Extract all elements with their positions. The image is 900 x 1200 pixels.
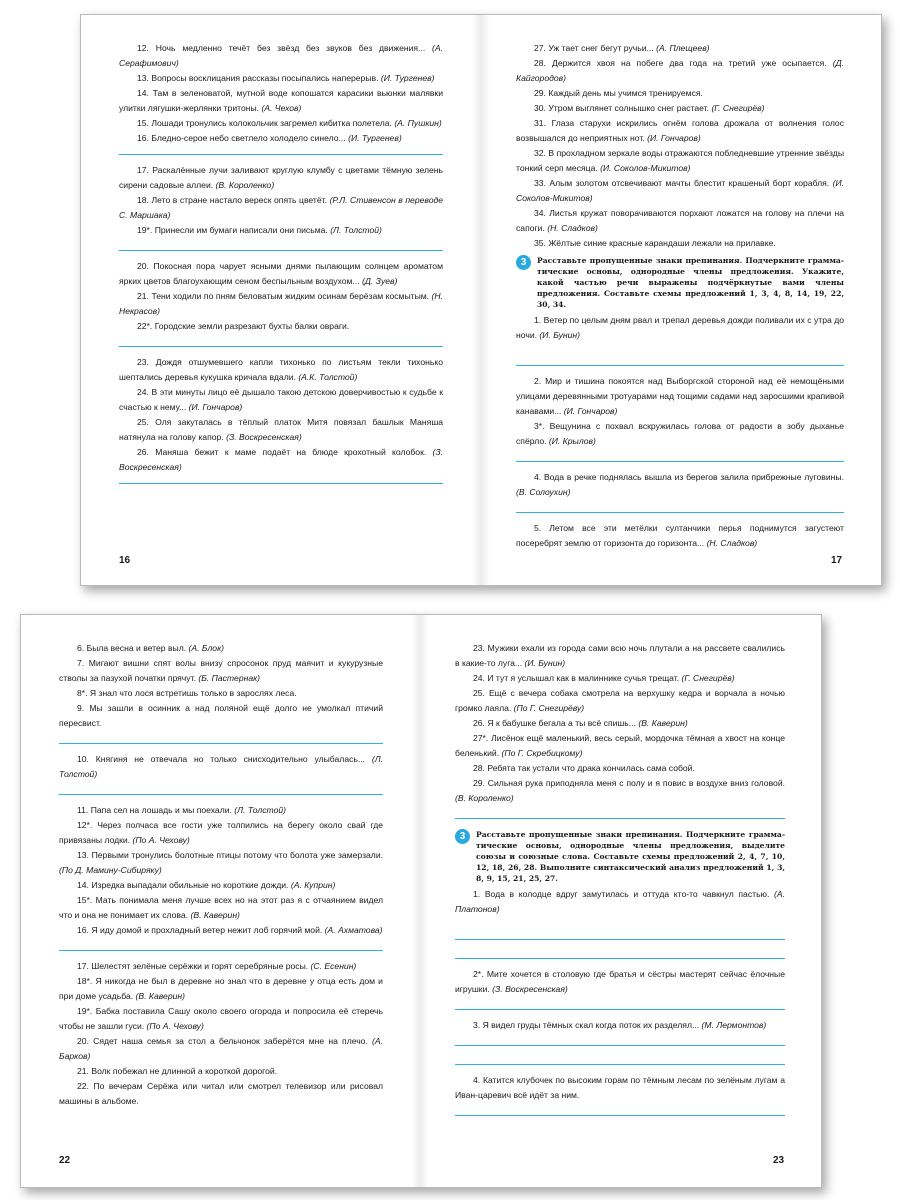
exercise-item: 14. Там в зеленоватой, мутной воде копошатся карасики вьюнки малявки улитки лягушки-жерлянки тритоны. (А. Чехов) xyxy=(119,88,443,113)
exercise-item: 26. Маняша бежит к маме подаёт на блюде крохотный колобок. (З. Воскресенская) xyxy=(119,447,444,472)
exercise-item: 13. Вопросы восклицания рассказы посыпались наперерыв. (И. Тургенев) xyxy=(137,73,435,83)
exercise-list xyxy=(455,641,785,806)
exercise-group xyxy=(119,259,443,334)
exercise-item: 8*. Я знал что лося встретишь только в зарослях леса. xyxy=(77,688,297,698)
exercise-item: 24. И тут я услышал как в малиннике сучья трещат. (Г. Снегирёв) xyxy=(473,673,735,683)
page-17 xyxy=(516,41,844,585)
exercise-item: 10. Княгиня не отвечала но только снисходительно улыбалась... (Л. Толстой) xyxy=(59,754,383,779)
answer-line xyxy=(119,483,443,484)
exercise-group xyxy=(119,41,443,146)
exercise-item: 27*. Лисёнок ещё маленький, весь серый, мордочка тёмная а хвост на конце беленький. (По Г. Скребицкому) xyxy=(455,733,785,758)
exercise-item: 21. Тени ходили по пням беловатым жидким осинам берёзам космытым. (Н. Некрасов) xyxy=(119,291,443,316)
page-22 xyxy=(59,641,383,1187)
exercise-item: 16. Бледно-серое небо светлело холодело синело... (И. Тургенев) xyxy=(137,133,402,143)
spread-gutter xyxy=(411,615,429,1187)
exercise-item: 32. В прохладном зеркале воды отражаются побледневшие утренние звёзды тонкий серп месяца. (И. Соколов-Микитов) xyxy=(516,148,844,173)
exercise-item: 6. Была весна и ветер выл. (А. Блок) xyxy=(77,643,225,653)
exercise-item: 19*. Бабка поставила Сашу около своего огорода и попросила её стеречь чтобы не зашли гуси. (По А. Чехову) xyxy=(59,1006,384,1031)
page-spread-16-17 xyxy=(80,14,882,586)
exercise-item: 7. Мигают вишни спят волы внизу спросонок пруд маячит и кукурузные стволы за пазухой початки прячут. (Б. Пастернак) xyxy=(59,658,383,683)
exercise-item: 28. Ребята так устали что драка кончилась сама собой. xyxy=(473,763,695,773)
exercise-item: 2. Мир и тишина покоятся над Выборгской стороной над её немощёными улицами деревянными тротуарами над тощими садами над заросшими крапивой канавами... (И. Гончаров) xyxy=(516,376,844,416)
exercise-item: 18*. Я никогда не был в деревне но знал что в деревне у отца есть дом и при доме усадьба. (В. Каверин) xyxy=(59,976,383,1001)
exercise-item: 1. Ветер по целым дням рвал и трепал деревья дожди поливали их с утра до ночи. (И. Бунин) xyxy=(516,315,844,340)
exercise-item: 14. Изредка выпадали обильные но короткие дожди. (А. Куприн) xyxy=(77,880,336,890)
exercise-item: 12. Ночь медленно течёт без звёзд без звуков без движения... (А. Серафимович) xyxy=(119,43,444,68)
answer-line xyxy=(455,917,785,940)
answer-line xyxy=(455,1033,785,1046)
exercise-item: 17. Раскалённые лучи заливают круглую клумбу с цветами тёмную зелень сирени садовые аллеи. (В. Короленко) xyxy=(119,165,443,190)
answer-line xyxy=(516,449,844,462)
task-header xyxy=(516,255,844,310)
task-instructions: Расставьте пропущенные знаки препинания. Подчеркните грамматические основы, однородные члены предложения, выделите союзы и союзные слова. Составьте схемы предложений 2, 4, 7, 10, 12, 18, 26, 28. Выполните синтаксический анализ предложений 1, 3, 8, 9, 15, 21, 25, 27. xyxy=(476,830,785,883)
exercise-item: 4. Вода в речке поднялась вышла из берегов залила прибрежные луговины. (В. Солоухин) xyxy=(516,472,844,497)
exercise-item: 1. Вода в колодце вдруг замутилась и оттуда кто-то чавкнул пастью. (А. Платонов) xyxy=(455,889,786,914)
task-number-badge: 3 xyxy=(455,829,470,844)
page-23 xyxy=(455,641,785,1187)
answer-line xyxy=(455,940,785,959)
exercise-item: 24. В эти минуты лицо её дышало такою детскою доверчивостью к судьбе к счастью к нему... (И. Гончаров) xyxy=(119,387,443,412)
exercise-item: 13. Первыми тронулись болотные птицы потому что болота уже замерзали. (По Д. Мамину-Сибиряку) xyxy=(59,850,384,875)
page-number: 16 xyxy=(119,555,131,566)
answer-line xyxy=(119,346,443,347)
exercise-group xyxy=(59,959,383,1109)
exercise-item: 12*. Через полчаса все гости уже толпились на берегу около свай где привязаны лодки. (По А. Чехову) xyxy=(59,820,384,845)
task-header xyxy=(455,829,785,884)
exercise-item: 19*. Принесли им бумаги написали они письма. (Л. Толстой) xyxy=(137,225,382,235)
exercise-item: 27. Уж тает снег бегут ручьи... (А. Плещеев) xyxy=(534,43,710,53)
task-number-badge: 3 xyxy=(516,255,531,270)
answer-line xyxy=(455,818,785,819)
answer-line xyxy=(516,500,844,513)
exercise-group xyxy=(59,803,383,938)
spread-gutter xyxy=(472,15,490,585)
exercise-item: 28. Держится хвоя на побеге два года на третий уже осыпается. (Д. Кайгородов) xyxy=(516,58,845,83)
exercise-item: 18. Лето в стране настало вереск опять цветёт. (Р.Л. Стивенсон в переводе С. Маршака) xyxy=(119,195,444,220)
exercise-item: 29. Каждый день мы учимся тренируемся. xyxy=(534,88,703,98)
exercise-item: 15. Лошади тронулись колокольчик загремел кибитка полетела. (А. Пушкин) xyxy=(137,118,442,128)
exercise-item: 29. Сильная рука приподняла меня с полу и я повис в воздухе вниз головой. (В. Короленко) xyxy=(455,778,786,803)
exercise-item: 4. Катится клубочек по высоким горам по тёмным лесам по зелёным лугам а Иван-царевич всё идёт за ним. xyxy=(455,1075,785,1100)
answer-line xyxy=(59,743,383,744)
exercise-item: 31. Глаза старухи искрились огнём голова дрожала от волнения голос возвышался до неприятных нот. (И. Гончаров) xyxy=(516,118,845,143)
exercise-group xyxy=(119,355,443,475)
exercise-item: 3. Я видел груды тёмных скал когда поток их разделял... (М. Лермонтов) xyxy=(473,1020,767,1030)
answer-line xyxy=(119,154,443,155)
exercise-group xyxy=(119,163,443,238)
exercise-list xyxy=(516,41,844,251)
answer-line xyxy=(59,950,383,951)
exercise-item: 23. Дождя отшумевшего капли тихонько по листьям текли тихонько шептались деревья кукушка кричала вдали. (А.К. Толстой) xyxy=(119,357,443,382)
exercise-item: 3*. Вещунина с похвал вскружилась голова от радости в зобу дыханье спёрло. (И. Крылов) xyxy=(516,421,844,446)
answer-line xyxy=(119,250,443,251)
exercise-item: 20. Покосная пора чарует ясными днями пылающим солнцем ароматом ярких цветов благоухающим сеном беспыльным воздухом... (Д. Зуев) xyxy=(119,261,443,286)
page-number: 22 xyxy=(59,1155,71,1166)
answer-line xyxy=(516,343,844,366)
exercise-item: 2*. Мите хочется в столовую где братья и сёстры мастерят сейчас ёлочные игрушки. (З. Воскресенская) xyxy=(455,969,786,994)
exercise-item: 25. Оля закуталась в тёплый платок Митя повязал башлык Маняша натянула на голову капор. (З. Воскресенская) xyxy=(119,417,444,442)
exercise-item: 9. Мы зашли в осинник а над поляной ещё долго не умолкал птичий пересвист. xyxy=(59,703,383,728)
exercise-item: 22*. Городские земли разрезают бухты балки овраги. xyxy=(137,321,350,331)
answer-line xyxy=(59,794,383,795)
exercise-item: 11. Папа сел на лошадь и мы поехали. (Л. Толстой) xyxy=(77,805,287,815)
page-number: 17 xyxy=(831,555,843,566)
exercise-item: 25. Ещё с вечера собака смотрела на верхушку кедра и ворчала а ночью громко лаяла. (По Г. Снегирёву) xyxy=(455,688,786,713)
exercise-item: 16. Я иду домой и прохладный ветер нежит лоб горячий мой. (А. Ахматова) xyxy=(77,925,383,935)
exercise-item: 33. Алым золотом отсвечивают мачты блестит крашеный борт корабля. (И. Соколов-Микитов) xyxy=(516,178,845,203)
exercise-item: 17. Шелестят зелёные серёжки и горят серебряные росы. (С. Есенин) xyxy=(77,961,357,971)
exercise-item: 15*. Мать понимала меня лучше всех но на этот раз я с отчаянием видел что и она не понимает их слова. (В. Каверин) xyxy=(59,895,383,920)
answer-line xyxy=(455,1103,785,1116)
exercise-item: 5. Летом все эти метёлки султанчики перья поднимутся загустеют посеребрят землю от горизонта до горизонта... (Н. Сладков) xyxy=(516,523,844,548)
page-spread-22-23 xyxy=(20,614,822,1188)
exercise-item: 23. Мужики ехали из города сами всю ночь плутали а на рассвете свалились в какие-то луга... (И. Бунин) xyxy=(455,643,785,668)
exercise-item: 21. Волк побежал не длинной а короткой дорогой. xyxy=(77,1066,278,1076)
exercise-item: 35. Жёлтые синие красные карандаши лежали на прилавке. xyxy=(534,238,776,248)
exercise-group xyxy=(59,641,383,731)
answer-line xyxy=(455,1046,785,1065)
page-16 xyxy=(119,41,443,585)
exercise-item: 22. По вечерам Серёжа или читал или смотрел телевизор или рисовал машины в альбоме. xyxy=(59,1081,383,1106)
answer-line xyxy=(455,997,785,1010)
task-instructions: Расставьте пропущенные знаки препинания. Подчеркните грамматические основы, однородные члены предложения. Укажите, какой частью речи выражены подчёркнутые вами члены предложения. Составьте схемы предложений 1, 3, 4, 8, 14, 19, 22, 30, 34. xyxy=(537,256,844,309)
exercise-item: 26. Я к бабушке бегала а ты всё спишь... (В. Каверин) xyxy=(473,718,688,728)
page-number: 23 xyxy=(773,1155,785,1166)
exercise-item: 20. Сядет наша семья за стол а бельчонок заберётся мне на плечо. (А. Барков) xyxy=(59,1036,384,1061)
exercise-item: 30. Утром выглянет солнышко снег растает. (Г. Снегирёв) xyxy=(534,103,765,113)
exercise-item: 34. Листья кружат поворачиваются порхают ложатся на голову на плечи на сапоги. (Н. Сладков) xyxy=(516,208,845,233)
